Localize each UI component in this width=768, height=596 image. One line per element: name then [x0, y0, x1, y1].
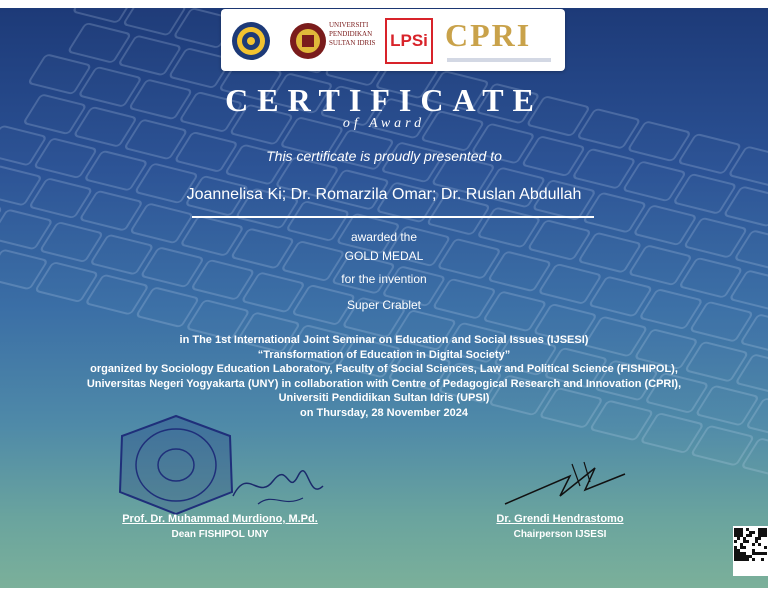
- logo-bar: [221, 9, 565, 71]
- qr-module: [737, 552, 740, 555]
- qr-module: [749, 531, 752, 534]
- event-line-1: in The 1st International Joint Seminar on Education and Social Issues (IJSESI): [179, 334, 589, 346]
- upsi-wordmark-line1: UNIVERSITI: [329, 21, 369, 29]
- qr-module: [761, 534, 764, 537]
- qr-module: [746, 555, 749, 558]
- uny-stamp-icon: [112, 410, 240, 520]
- qr-module: [758, 552, 761, 555]
- qr-module: [740, 543, 743, 546]
- qr-module: [761, 552, 764, 555]
- qr-module: [752, 531, 755, 534]
- qr-module: [734, 558, 737, 561]
- qr-pattern: [733, 526, 768, 566]
- upsi-crest-icon: [289, 22, 327, 60]
- event-line-4: Universitas Negeri Yogyakarta (UNY) in collaboration with Centre of Pedagogical Research and Innovation (CPRI),: [86, 377, 682, 390]
- qr-module: [761, 531, 764, 534]
- qr-module: [740, 528, 743, 531]
- qr-module: [740, 558, 743, 561]
- lpsi-logo: LPSi: [385, 18, 433, 64]
- qr-module: [737, 531, 740, 534]
- event-description: [40, 333, 728, 421]
- qr-module: [737, 558, 740, 561]
- qr-module: [755, 540, 758, 543]
- event-line-2: “Transformation of Education in Digital Society”: [257, 348, 511, 361]
- qr-module: [758, 528, 761, 531]
- qr-module: [734, 528, 737, 531]
- qr-module: [752, 552, 755, 555]
- presented-to-text: This certificate is proudly presented to: [266, 148, 502, 164]
- event-line-6: on Thursday, 28 November 2024: [300, 406, 468, 419]
- qr-module: [737, 549, 740, 552]
- qr-module: [752, 558, 755, 561]
- qr-module: [734, 549, 737, 552]
- qr-module: [734, 540, 737, 543]
- qr-module: [743, 558, 746, 561]
- left-signatory-name: Prof. Dr. Muhammad Murdiono, M.Pd.: [122, 513, 318, 525]
- cpri-logo: CPRI: [445, 17, 532, 53]
- qr-module: [734, 546, 737, 549]
- qr-module: [734, 534, 737, 537]
- qr-module: [737, 534, 740, 537]
- qr-module: [764, 531, 767, 534]
- qr-module: [755, 552, 758, 555]
- upsi-wordmark: [329, 21, 377, 48]
- qr-module: [734, 555, 737, 558]
- certificate-subtitle: of Award: [342, 116, 426, 131]
- qr-module: [755, 537, 758, 540]
- qr-module: [758, 537, 761, 540]
- certificate-title: CERTIFICATE: [225, 82, 543, 118]
- certificate-card: [0, 8, 768, 588]
- qr-module: [743, 540, 746, 543]
- qr-module: [740, 552, 743, 555]
- event-line-3: organized by Sociology Education Laboratory, Faculty of Social Sciences, Law and Political Science (FISHIPOL),: [90, 363, 678, 376]
- qr-module: [743, 546, 746, 549]
- qr-module: [740, 531, 743, 534]
- upsi-wordmark-line2: PENDIDIKAN: [329, 30, 373, 38]
- uny-logo-icon: [231, 21, 271, 61]
- qr-module: [752, 543, 755, 546]
- qr-module: [734, 552, 737, 555]
- event-line-5: Universiti Pendidikan Sultan Idris (UPSI): [278, 392, 490, 405]
- qr-module: [737, 537, 740, 540]
- right-signature-icon: [500, 456, 630, 511]
- qr-module: [737, 528, 740, 531]
- name-underline: [192, 216, 594, 218]
- qr-module: [764, 528, 767, 531]
- right-signatory-role: Chairperson IJSESI: [513, 529, 607, 540]
- invention-name: Super Crablet: [346, 298, 422, 312]
- recipient-names: Joannelisa Ki; Dr. Romarzila Omar; Dr. Ruslan Abdullah: [186, 186, 582, 203]
- awarded-the-text: awarded the: [350, 230, 418, 244]
- qr-module: [743, 555, 746, 558]
- qr-module: [740, 555, 743, 558]
- qr-module: [737, 555, 740, 558]
- qr-module: [758, 531, 761, 534]
- qr-code-icon: [733, 526, 768, 576]
- upsi-wordmark-line3: SULTAN IDRIS: [329, 39, 376, 47]
- qr-module: [764, 534, 767, 537]
- left-signature-icon: [228, 456, 328, 511]
- cpri-tagline-bar: [447, 58, 551, 62]
- for-invention-text: for the invention: [341, 272, 427, 286]
- qr-module: [758, 543, 761, 546]
- left-signatory-role: Dean FISHIPOL UNY: [171, 529, 269, 540]
- right-signatory-name: Dr. Grendi Hendrastomo: [496, 513, 624, 525]
- qr-module: [761, 528, 764, 531]
- qr-module: [746, 528, 749, 531]
- qr-module: [749, 555, 752, 558]
- qr-module: [746, 534, 749, 537]
- qr-module: [758, 534, 761, 537]
- qr-module: [740, 534, 743, 537]
- qr-module: [749, 534, 752, 537]
- qr-module: [740, 546, 743, 549]
- qr-module: [764, 552, 767, 555]
- qr-module: [746, 540, 749, 543]
- qr-module: [743, 537, 746, 540]
- qr-module: [752, 549, 755, 552]
- qr-module: [761, 558, 764, 561]
- qr-module: [764, 546, 767, 549]
- medal-text: GOLD MEDAL: [344, 249, 424, 263]
- qr-module: [734, 531, 737, 534]
- qr-module: [743, 552, 746, 555]
- qr-module: [746, 558, 749, 561]
